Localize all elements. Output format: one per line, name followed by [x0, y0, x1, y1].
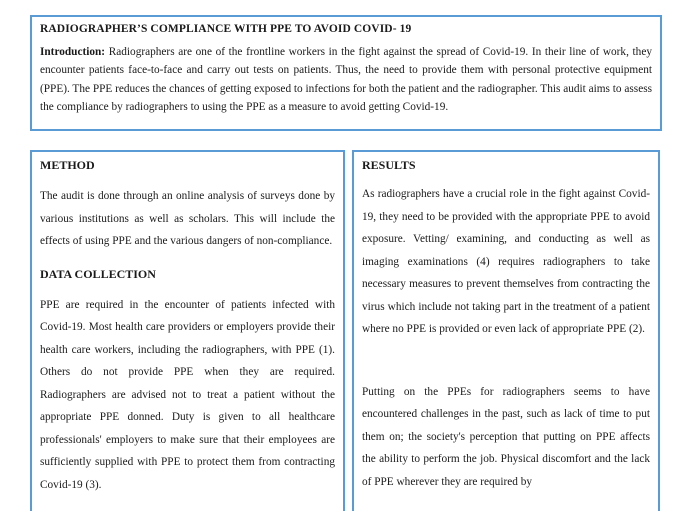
data-collection-heading: DATA COLLECTION [40, 266, 156, 281]
poster-title: RADIOGRAPHER’S COMPLIANCE WITH PPE TO AVOID COVID- 19 [40, 23, 412, 35]
results-section [352, 150, 660, 511]
introduction-text: Radiographers are one of the frontline workers in the fight against the spread of Covid-19. In their line of work, they encounter patients face-to-face and carry out tests on patients. Thus, the need to provide them with personal protective equipment (PPE). The PPE reduces the chances of getting exposed to infections for both the patient and the radiographer. This audit aims to assess the compliance by radiographers to using the PPE as a measure to avoid getting Covid-19. [40, 46, 652, 114]
introduction-label: Introduction: [40, 46, 106, 58]
method-paragraph: The audit is done through an online analysis of surveys done by various institutions as well as scholars. This will include the effects of using PPE and the various dangers of non-compliance. [40, 190, 335, 247]
results-paragraph-1: As radiographers have a crucial role in the fight against Covid-19, they need to be provided with the appropriate PPE to avoid exposure. Vetting/ examining, and conducting as well as imaging examinations (4) requires radiographers to take necessary measures to prevent themselves from contracting the virus which include not taking part in the treatment of a patient where no PPE is provided or even lack of appropriate PPE (2). [362, 188, 650, 335]
method-section [30, 150, 345, 511]
method-heading: METHOD [40, 158, 95, 172]
introduction-section [30, 15, 662, 131]
introduction-paragraph [40, 43, 652, 117]
data-collection-paragraph: PPE are required in the encounter of patients infected with Covid-19. Most health care providers or employers provide their health care workers, including the radiographers, with PPE (1). Others do not provide PPE when they are required. Radiographers are advised not to treat a patient without the appropriate PPE donned. Duty is given to all healthcare professionals' employers to make sure that their employees are sufficiently supplied with PPE to protect them from contracting Covid-19 (3). [40, 298, 335, 491]
results-paragraph-2: Putting on the PPEs for radiographers seems to have encountered challenges in the past, such as lack of time to put them on; the society's perception that putting on PPE affects the ability to perform the job. Physical discomfort and the lack of PPE wherever they are required by [362, 385, 650, 488]
results-heading: RESULTS [362, 158, 416, 172]
